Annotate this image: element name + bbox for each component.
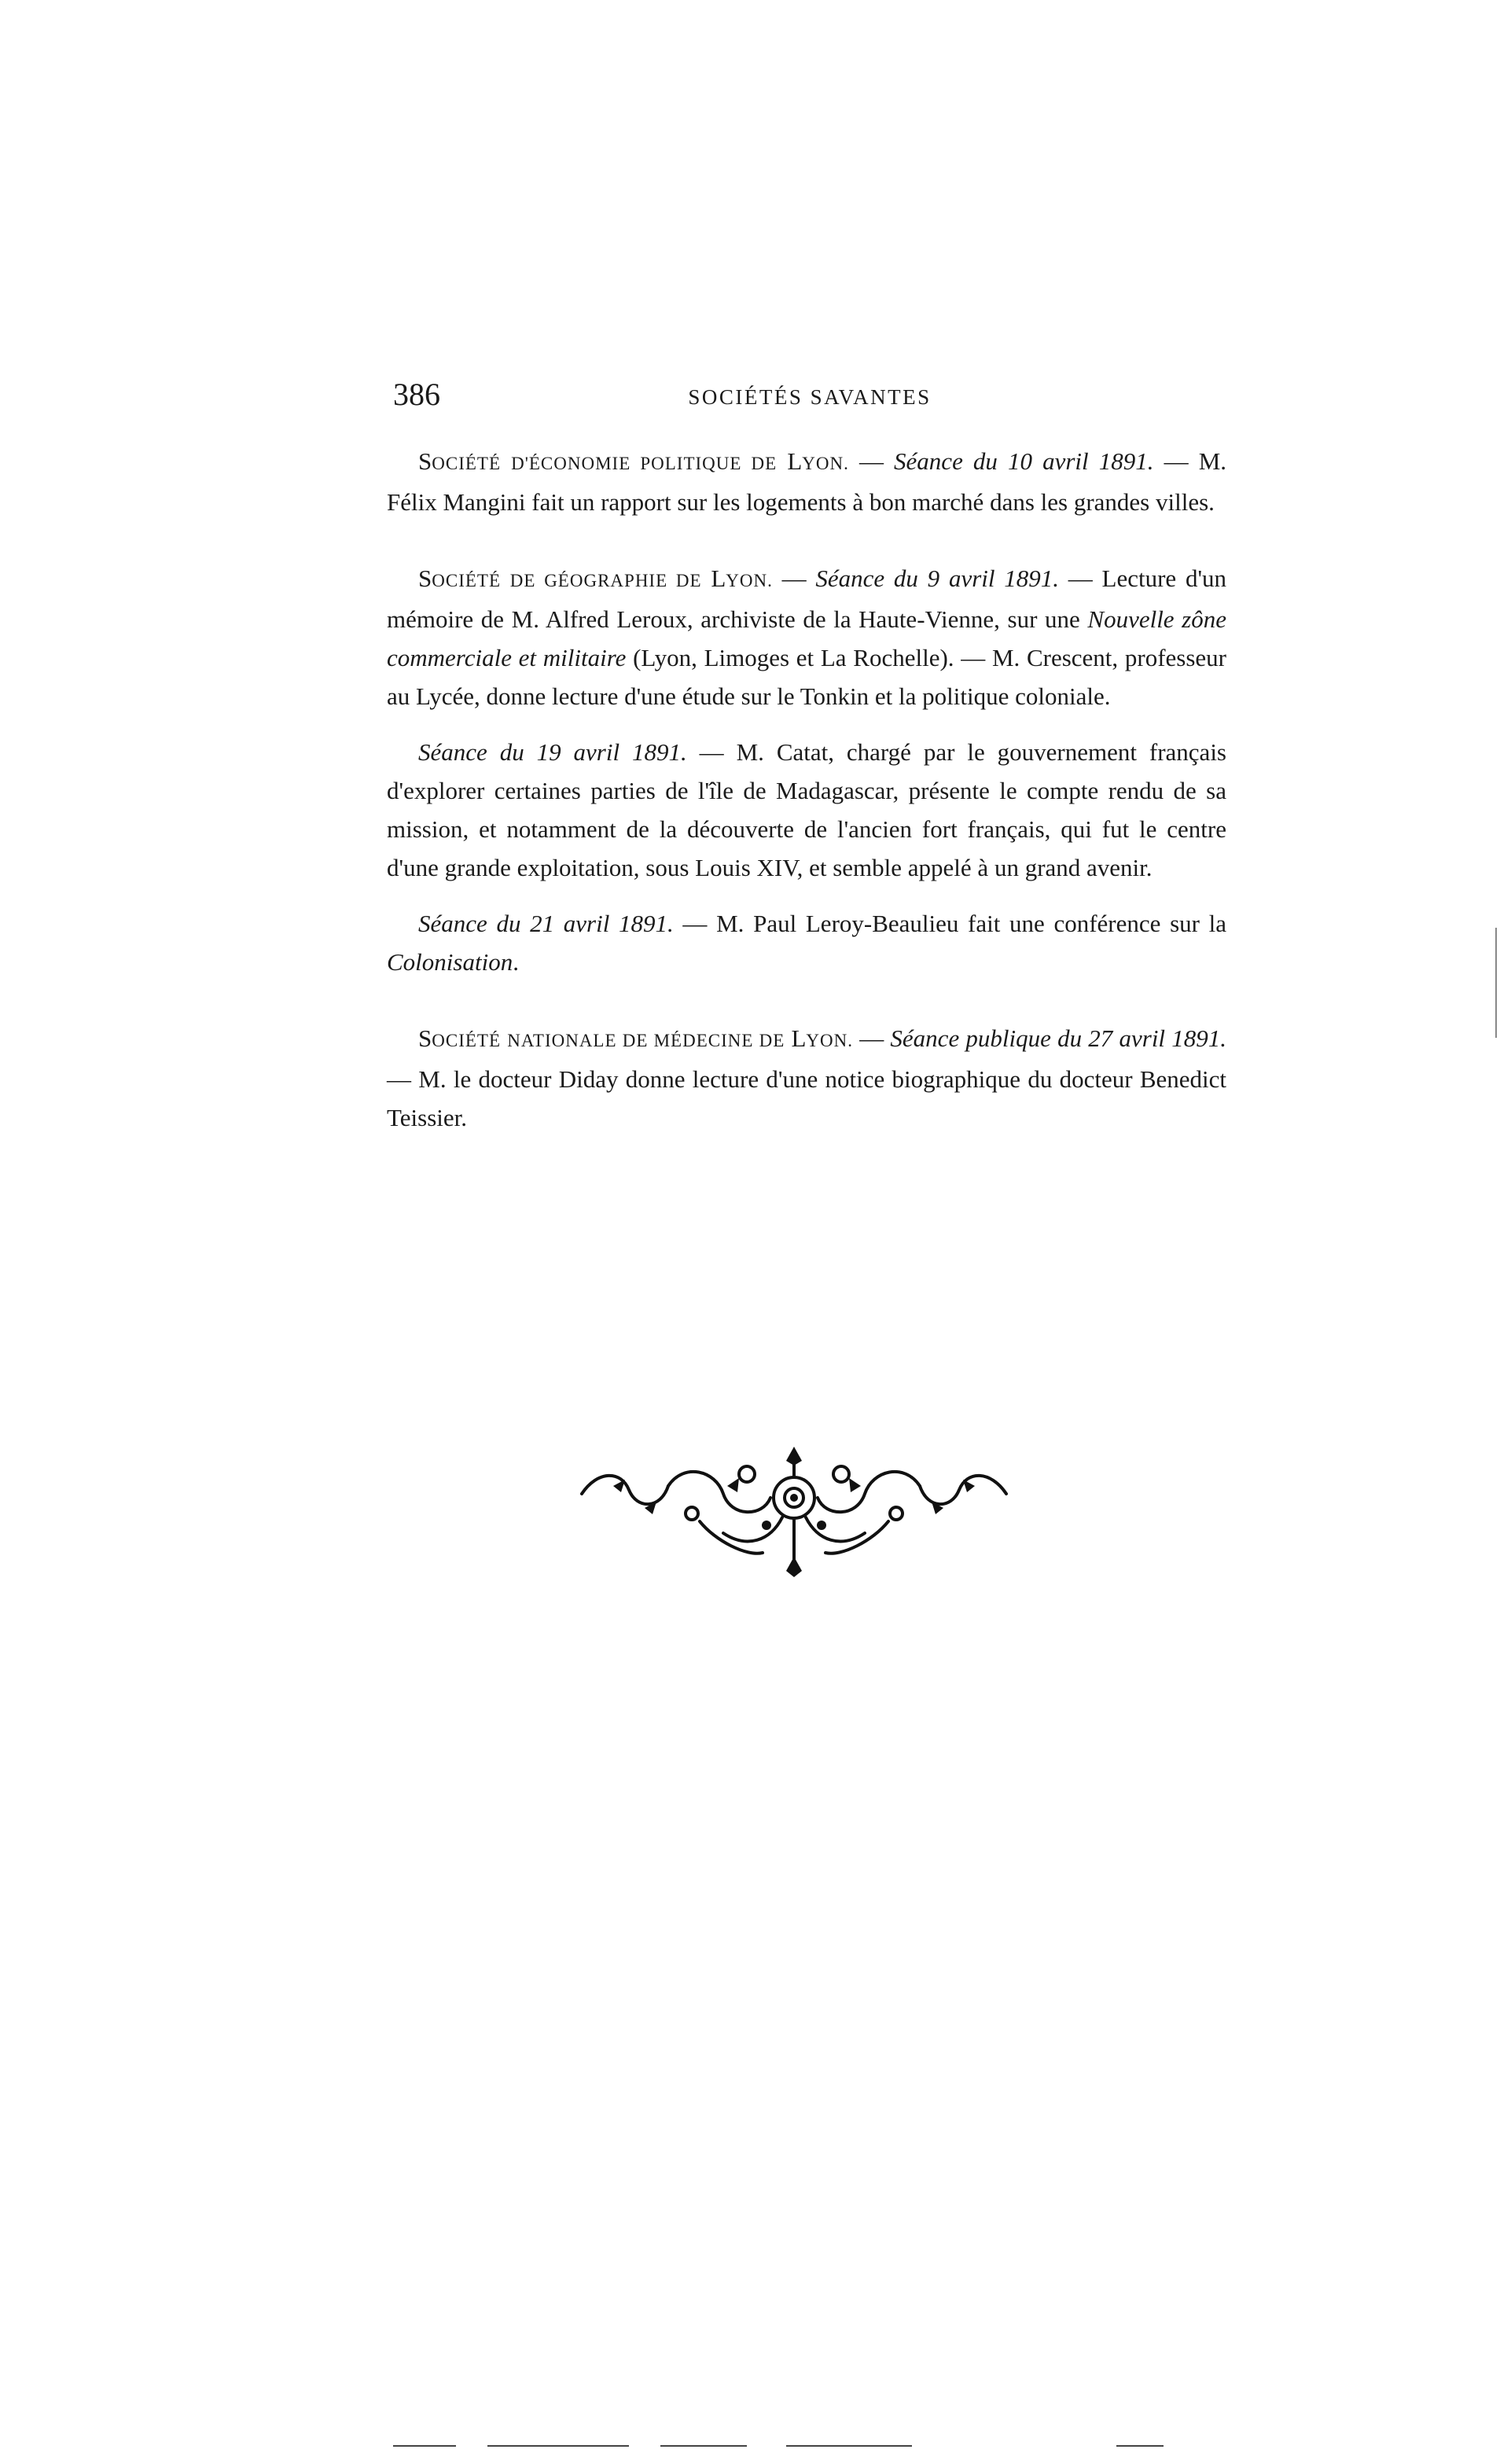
society-city-initial: L — [791, 1024, 807, 1052]
paragraph-text-cont: . — [513, 948, 519, 976]
society-city-initial: L — [711, 565, 726, 592]
society-city: YON. — [806, 1031, 854, 1050]
society-name-initial: S — [418, 1024, 432, 1052]
scan-rule — [393, 2445, 456, 2447]
paragraph-seance-19-avril — [387, 733, 1226, 887]
society-name: OCIÉTÉ — [432, 454, 502, 473]
body-text — [387, 442, 1226, 1137]
paragraph-text: — Lecture d'un mémoire de M. Alfred Leroux, archiviste de la Haute-Vienne, sur une — [387, 565, 1227, 633]
paragraph-text-cont: (Lyon, Limoges et La Rochelle). — M. Crescent, professeur au Lycée, donne lecture d'une étude sur le Tonkin et la politique coloniale. — [387, 644, 1226, 710]
seance-date: Séance du 9 avril 1891. — [815, 565, 1060, 592]
paragraph-geographie — [387, 559, 1226, 715]
seance-date: Séance publique du 27 avril 1891. — [890, 1024, 1226, 1052]
society-name-initial: S — [418, 565, 432, 592]
society-name-rest: DE GÉOGRAPHIE DE — [509, 571, 702, 590]
scan-rule — [660, 2445, 747, 2447]
scan-rule — [487, 2445, 629, 2447]
paragraph-text: — M. Catat, chargé par le gouvernement français d'explorer certaines parties de l'île de Madagascar, présente le compte rendu de sa mission, et notamment de la découverte de l'ancien fort français, qui fut le centre d'une grande exploitation, sous Louis XIV, et semble appelé à un grand avenir. — [387, 738, 1226, 881]
work-title: Colonisation — [387, 948, 513, 976]
floral-ornament-icon — [566, 1439, 1022, 1580]
paragraph-medecine — [387, 1019, 1226, 1137]
society-city-initial: L — [787, 447, 803, 475]
page-number: 386 — [393, 377, 440, 412]
society-name-rest: D'ÉCONOMIE POLITIQUE DE — [511, 454, 778, 473]
seance-date: Séance du 10 avril 1891. — [894, 447, 1154, 475]
scan-rule — [786, 2445, 912, 2447]
dash: — — [853, 1024, 891, 1052]
scan-rule — [1116, 2445, 1164, 2447]
society-name-rest: NATIONALE DE MÉDECINE DE — [507, 1031, 785, 1050]
seance-date: Séance du 21 avril 1891. — [418, 910, 674, 937]
society-name-initial: S — [418, 447, 432, 475]
seance-date: Séance du 19 avril 1891. — [418, 738, 687, 766]
dash: — — [772, 565, 816, 592]
dash: — — [848, 447, 895, 475]
paragraph-text: — M. Félix Mangini fait un rapport sur les logements à bon marché dans les grandes villes. — [387, 447, 1227, 516]
paragraph-text: — M. Paul Leroy-Beaulieu fait une conférence sur la — [673, 910, 1227, 937]
paragraph-text: — M. le docteur Diday donne lecture d'une notice biographique du docteur Benedict Teissier. — [387, 1065, 1226, 1131]
society-name: OCIÉTÉ — [432, 1031, 502, 1050]
page-header — [393, 376, 1226, 423]
society-city: YON. — [726, 571, 773, 590]
scan-edge-right — [1495, 928, 1497, 1038]
paragraph-seance-21-avril — [387, 904, 1226, 981]
paragraph-economie-politique — [387, 442, 1226, 521]
society-city: YON. — [802, 454, 849, 473]
running-head: SOCIÉTÉS SAVANTES — [688, 385, 932, 409]
work-title: Nouvelle zône commerciale et militaire — [387, 605, 1226, 671]
society-name: OCIÉTÉ — [432, 571, 502, 590]
